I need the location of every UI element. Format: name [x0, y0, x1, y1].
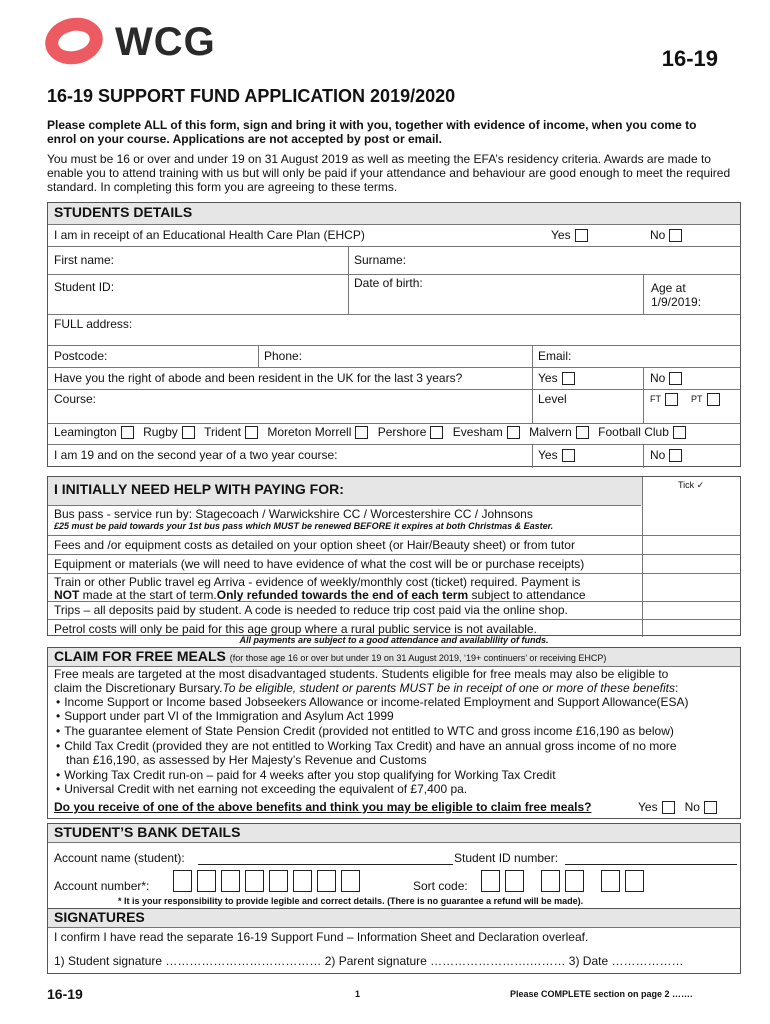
abode-yes-checkbox[interactable] — [562, 372, 575, 385]
abode-yes-label: Yes — [538, 371, 558, 385]
campus-pershore-checkbox[interactable] — [430, 426, 443, 439]
surname-field[interactable]: Surname: — [354, 253, 407, 267]
phone-field[interactable]: Phone: — [264, 349, 303, 363]
email-field[interactable]: Email: — [538, 349, 572, 363]
page-number: 1 — [355, 989, 361, 999]
logo-text: WCG — [115, 20, 216, 64]
bank-details-section — [47, 823, 741, 910]
campus-malvern: Malvern — [529, 425, 572, 439]
postcode-field[interactable]: Postcode: — [54, 349, 108, 363]
wcg-logo-icon — [41, 12, 107, 69]
petrol-label: Petrol costs will only be paid for this age group where a rural public service is not available. — [54, 622, 537, 636]
age-field[interactable]: Age at 1/9/2019: — [651, 281, 702, 309]
abode-label: Have you the right of abode and been resident in the UK for the last 3 years? — [54, 371, 463, 385]
confirm-text: I confirm I have read the separate 16-19 Support Fund – Information Sheet and Declaration overleaf. — [54, 930, 589, 944]
student-id-number-label: Student ID number: — [454, 851, 559, 865]
meals-para-1: Free meals are targeted at the most disadvantaged students. Students eligible for free meals may also be eligible to — [54, 667, 669, 681]
campus-leamington: Leamington — [54, 425, 117, 439]
second-year-yes-checkbox[interactable] — [562, 449, 575, 462]
intro-text: You must be 16 or over and under 19 on 31 August 2019 as well as meeting the EFA’s residency criteria. Awards are made to enable you to attend training with us but will only be paid if your attendance and behaviour are good enough to meet the required standard. In completing this form you are agreeing to these terms. — [47, 152, 731, 194]
campus-malvern-checkbox[interactable] — [576, 426, 589, 439]
students-details-section — [47, 202, 741, 467]
meals-heading: CLAIM FOR FREE MEALS — [54, 648, 226, 664]
bus-pass-label: Bus pass - service run by: Stagecoach / Warwickshire CC / Worcestershire CC / Johnsons — [54, 507, 533, 521]
bank-note: * It is your responsibility to provide legible and correct details. (There is no guarantee a refund will be made). — [118, 896, 584, 906]
signature-line[interactable]: 1) Student signature ………………………………… 2) Parent signature …………………….……… 3) Date ……………… — [54, 954, 684, 968]
campus-moreton-checkbox[interactable] — [355, 426, 368, 439]
ft-checkbox[interactable] — [665, 393, 678, 406]
meals-subheading: (for those age 16 or over but under 19 on 31 August 2019, ‘19+ continuers’ or receiving EHCP) — [229, 653, 607, 663]
benefit-item: • Child Tax Credit (provided they are not entitled to Working Tax Credit) and have an annual gross income of no more — [56, 739, 677, 753]
intro-bold: Please complete ALL of this form, sign and bring it with you, together with evidence of income, when you come to enrol on your course. Applications are not accepted by post or email. — [47, 118, 697, 146]
signatures-section — [47, 908, 741, 974]
meals-yes-label: Yes — [638, 800, 658, 814]
pt-checkbox[interactable] — [707, 393, 720, 406]
campus-football-checkbox[interactable] — [673, 426, 686, 439]
travel-label: Train or other Public travel eg Arriva - evidence of weekly/monthly cost (ticket) required. Payment is — [54, 575, 581, 589]
campus-evesham-checkbox[interactable] — [507, 426, 520, 439]
payments-note: All payments are subject to a good attendance and availablility of funds. — [239, 635, 549, 645]
benefit-item: • Universal Credit with net earning not exceeding the equivalent of £7,400 pa. — [56, 782, 467, 796]
travel-label-2: NOT made at the start of term.Only refunded towards the end of each term subject to attendance — [54, 588, 586, 602]
help-paying-section — [47, 476, 741, 636]
account-name-label: Account name (student): — [54, 851, 185, 865]
level-field[interactable]: Level — [538, 392, 567, 406]
campus-leamington-checkbox[interactable] — [121, 426, 134, 439]
benefit-item: • The guarantee element of State Pension Credit (provided not entitled to WTC and gross income £16,190 as below) — [56, 724, 674, 738]
benefit-item: • Income Support or Income based Jobseekers Allowance or income-related Employment and Support Allowance(ESA) — [56, 695, 689, 709]
ehcp-label: I am in receipt of an Educational Health Care Plan (EHCP) — [54, 228, 365, 242]
campus-trident: Trident — [204, 425, 241, 439]
footer-code: 16-19 — [47, 986, 83, 1002]
account-name-input[interactable] — [198, 864, 453, 865]
ehcp-no-checkbox[interactable] — [669, 229, 682, 242]
form-code: 16-19 — [661, 46, 718, 71]
campus-football: Football Club — [598, 425, 669, 439]
address-field[interactable]: FULL address: — [54, 317, 133, 331]
campus-pershore: Pershore — [377, 425, 427, 439]
student-id-number-input[interactable] — [565, 864, 737, 865]
dob-field[interactable]: Date of birth: — [354, 276, 423, 290]
course-field[interactable]: Course: — [54, 392, 97, 406]
ehcp-yes-label: Yes — [551, 228, 571, 242]
fees-label: Fees and /or equipment costs as detailed on your option sheet (or Hair/Beauty sheet) or from tutor — [54, 538, 575, 552]
campus-row — [54, 425, 686, 439]
meals-no-checkbox[interactable] — [704, 801, 717, 814]
second-year-no-checkbox[interactable] — [669, 449, 682, 462]
campus-moreton: Moreton Morrell — [267, 425, 352, 439]
campus-trident-checkbox[interactable] — [245, 426, 258, 439]
students-heading: STUDENTS DETAILS — [48, 203, 740, 224]
second-year-label: I am 19 and on the second year of a two year course: — [54, 448, 338, 462]
meals-para-2: claim the Discretionary Bursary.To be eligible, student or parents MUST be in receipt of one or more of these benefits: — [54, 681, 679, 695]
equipment-label: Equipment or materials (we will need to have evidence of what the cost will be or purchase receipts) — [54, 557, 585, 571]
meals-question: Do you receive of one of the above benefits and think you may be eligible to claim free meals? — [54, 800, 592, 814]
ehcp-no-label: No — [650, 228, 666, 242]
student-id-field[interactable]: Student ID: — [54, 280, 115, 294]
abode-no-checkbox[interactable] — [669, 372, 682, 385]
sort-code-boxes[interactable] — [481, 870, 649, 892]
campus-rugby: Rugby — [143, 425, 178, 439]
free-meals-section — [47, 647, 741, 819]
second-year-no-label: No — [650, 448, 666, 462]
benefit-item: • Support under part VI of the Immigration and Asylum Act 1999 — [56, 709, 394, 723]
signatures-heading: SIGNATURES — [48, 909, 740, 927]
pt-label: PT — [691, 393, 703, 404]
bank-heading: STUDENT’S BANK DETAILS — [48, 824, 740, 842]
benefit-item: • Working Tax Credit run-on – paid for 4 weeks after you stop qualifying for Working Tax Credit — [56, 768, 556, 782]
help-heading: I INITIALLY NEED HELP WITH PAYING FOR: — [48, 477, 642, 505]
second-year-yes-label: Yes — [538, 448, 558, 462]
account-number-boxes[interactable] — [173, 870, 365, 892]
ehcp-yes-checkbox[interactable] — [575, 229, 588, 242]
footer-note: Please COMPLETE section on page 2 ……. — [510, 989, 693, 999]
meals-heading-row — [48, 648, 740, 666]
meals-yes-checkbox[interactable] — [662, 801, 675, 814]
campus-rugby-checkbox[interactable] — [182, 426, 195, 439]
bus-pass-note: £25 must be paid towards your 1st bus pass which MUST be renewed BEFORE it expires at both Christmas & Easter. — [54, 521, 554, 531]
ft-label: FT — [650, 393, 661, 404]
account-number-label: Account number*: — [54, 879, 150, 893]
trips-label: Trips – all deposits paid by student. A code is needed to reduce trip cost paid via the online shop. — [54, 603, 568, 617]
campus-evesham: Evesham — [452, 425, 503, 439]
sort-code-label: Sort code: — [413, 879, 468, 893]
page-title: 16-19 SUPPORT FUND APPLICATION 2019/2020 — [47, 86, 456, 106]
first-name-field[interactable]: First name: — [54, 253, 115, 267]
meals-no-label: No — [684, 800, 700, 814]
benefit-item-cont: than £16,190, as assessed by Her Majesty’s Revenue and Customs — [66, 753, 427, 767]
abode-no-label: No — [650, 371, 666, 385]
tick-label: Tick ✓ — [678, 480, 705, 490]
